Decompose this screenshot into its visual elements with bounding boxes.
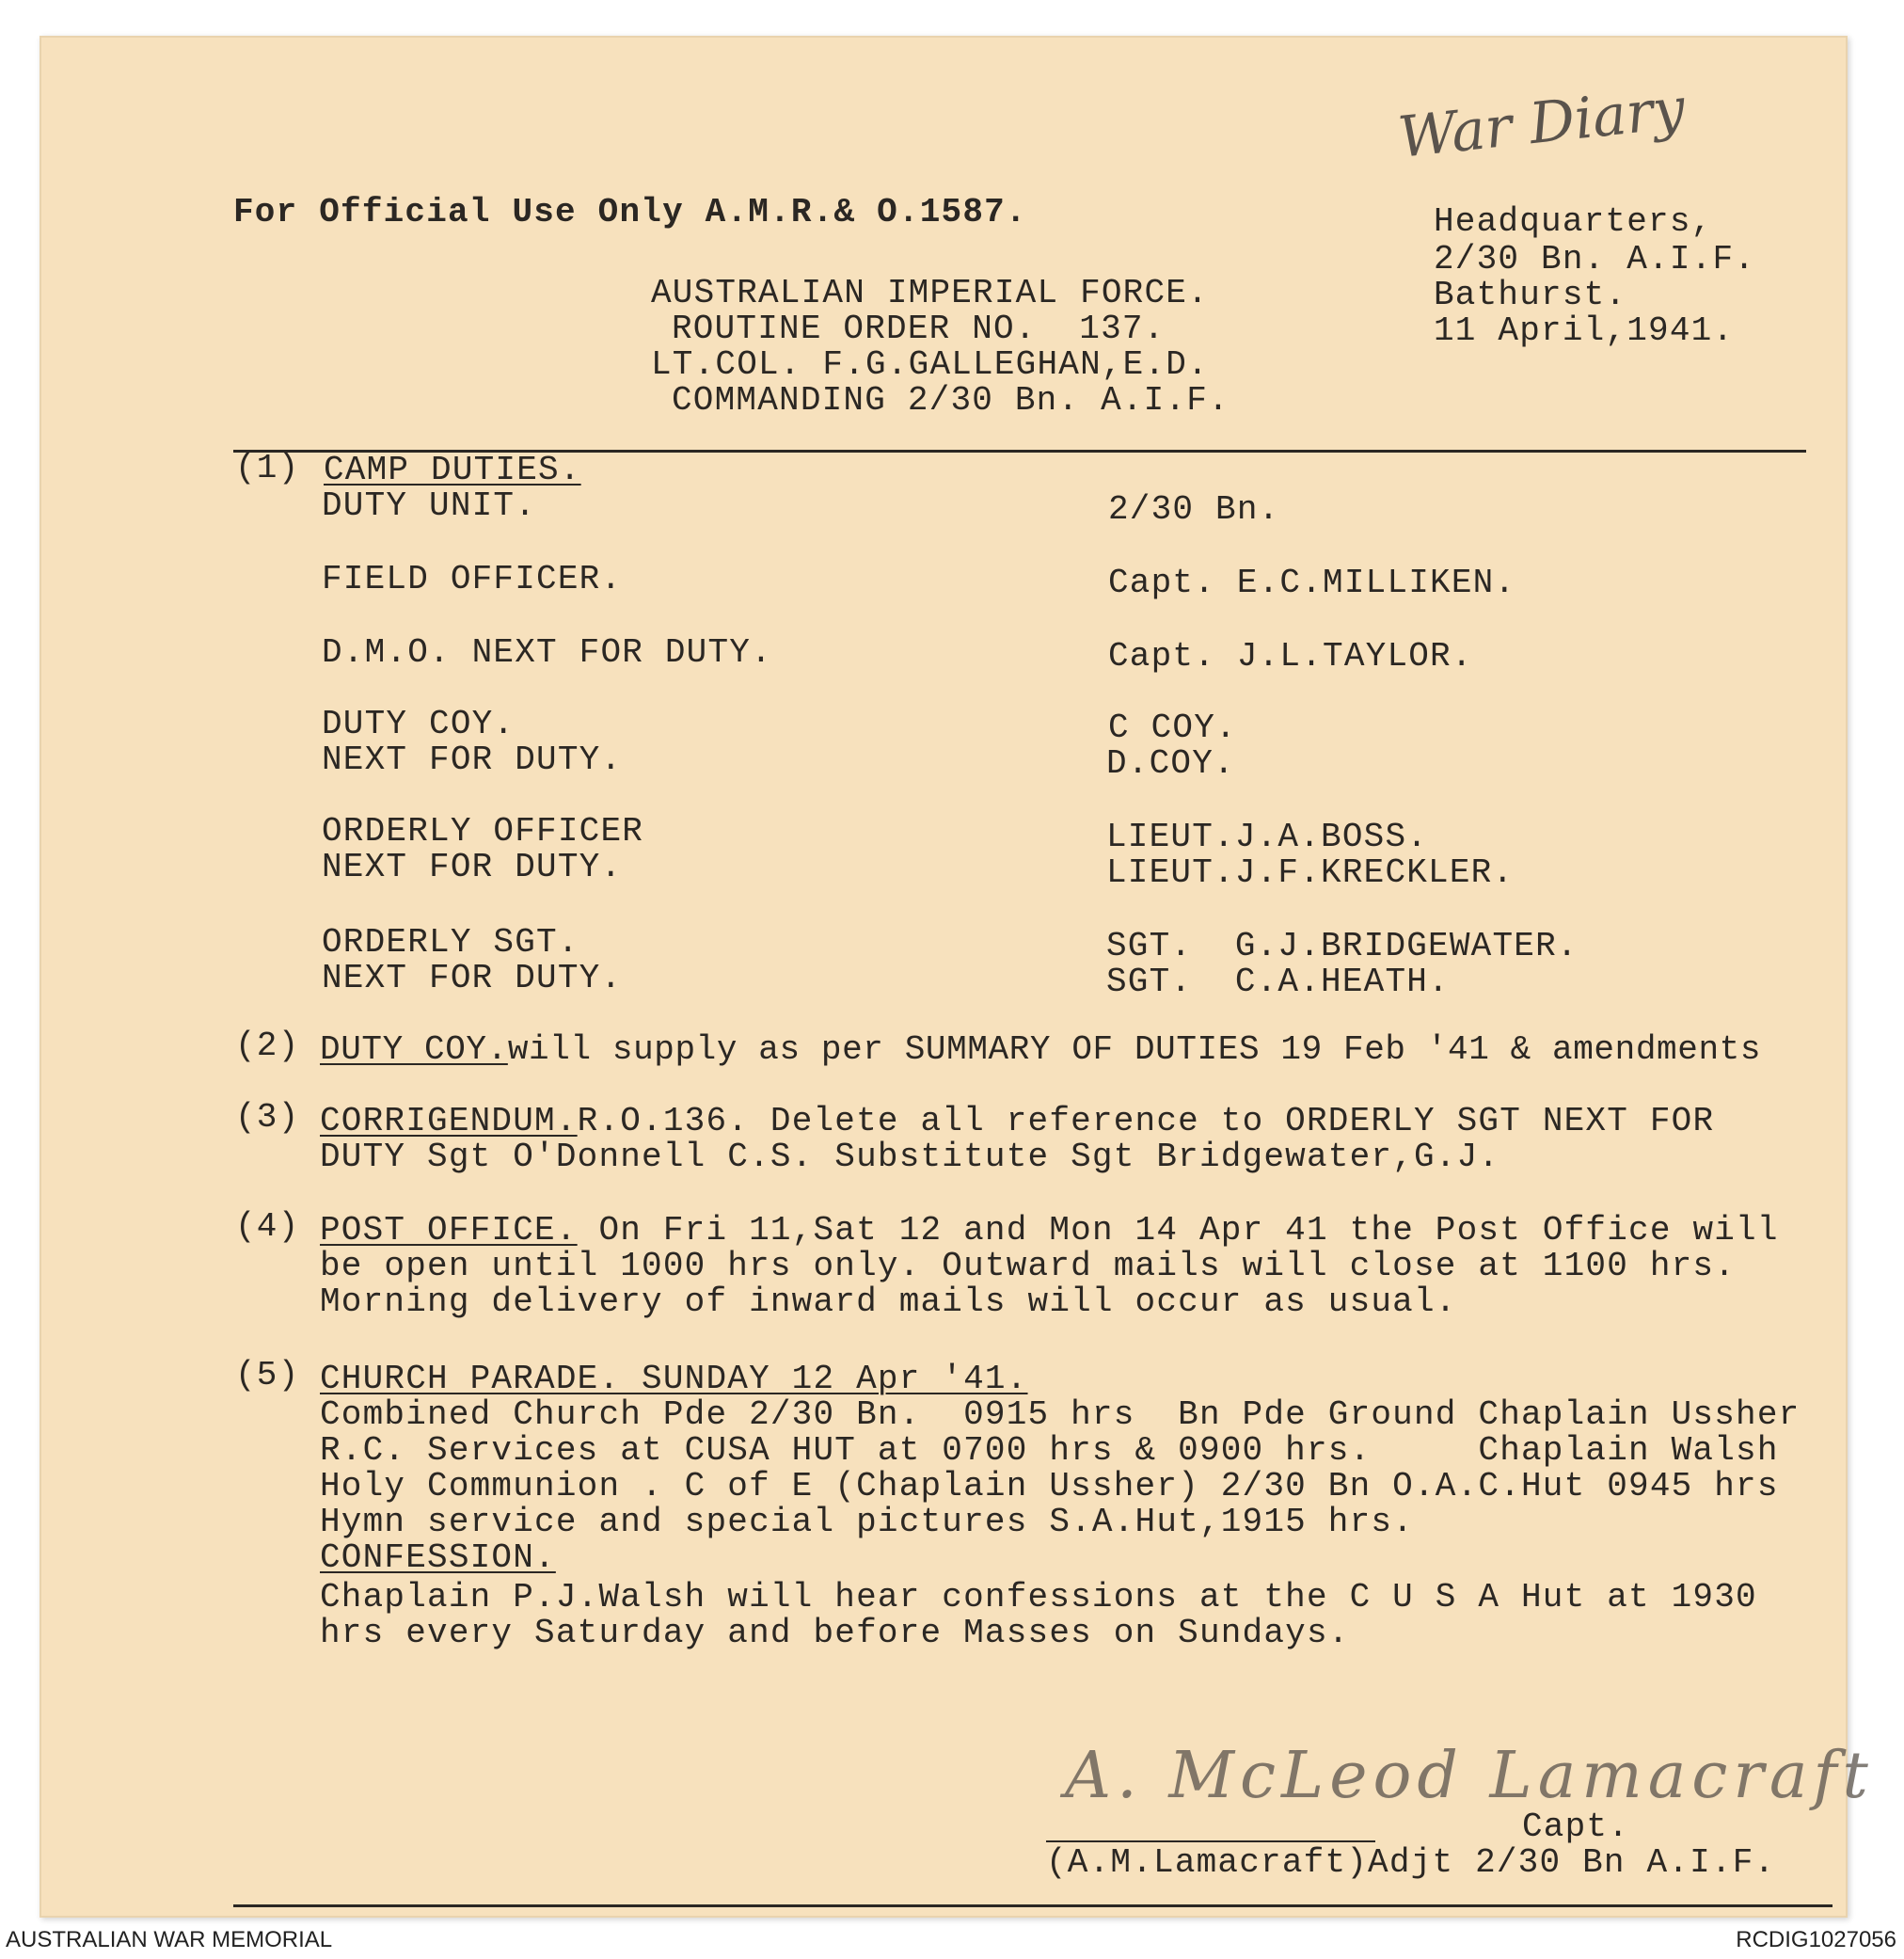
duty-value: SGT. C.A.HEATH. xyxy=(1106,963,1450,1001)
hq-line: 2/30 Bn. A.I.F. xyxy=(1434,240,1756,279)
signature-rank: Capt. xyxy=(1522,1808,1630,1846)
post-office-paragraph xyxy=(320,1212,1779,1250)
commanding-officer: LT.COL. F.G.GALLEGHAN,E.D. xyxy=(651,345,1209,384)
signature-line xyxy=(1046,1840,1375,1842)
duty-label: FIELD OFFICER. xyxy=(322,560,623,598)
footer-divider xyxy=(233,1904,1833,1907)
duty-coy-paragraph xyxy=(320,1031,1761,1069)
post-office-text: On Fri 11,Sat 12 and Mon 14 Apr 41 the Post Office will xyxy=(577,1211,1779,1250)
church-parade-line: R.C. Services at CUSA HUT at 0700 hrs & 0900 hrs. Chaplain Walsh xyxy=(320,1431,1779,1470)
duty-coy-heading: DUTY COY. xyxy=(320,1030,508,1069)
duty-value: SGT. G.J.BRIDGEWATER. xyxy=(1106,927,1579,965)
duty-value: Capt. J.L.TAYLOR. xyxy=(1108,637,1473,676)
duty-value: D.COY. xyxy=(1106,744,1235,783)
camp-duties-heading: CAMP DUTIES. xyxy=(324,451,581,489)
confession-heading: CONFESSION. xyxy=(320,1538,556,1577)
post-office-line: be open until 1000 hrs only. Outward mails will close at 1100 hrs. xyxy=(320,1247,1737,1285)
duty-value: LIEUT.J.F.KRECKLER. xyxy=(1106,853,1515,892)
order-title: AUSTRALIAN IMPERIAL FORCE. xyxy=(651,274,1209,312)
item-number: (4) xyxy=(235,1207,300,1246)
post-office-line: Morning delivery of inward mails will occur as usual. xyxy=(320,1282,1457,1321)
item-number: (2) xyxy=(235,1027,300,1065)
post-office-heading: POST OFFICE. xyxy=(320,1211,578,1250)
commanding-unit: COMMANDING 2/30 Bn. A.I.F. xyxy=(672,381,1230,420)
order-number: ROUTINE ORDER NO. 137. xyxy=(672,310,1166,348)
confession-line: hrs every Saturday and before Masses on Sundays. xyxy=(320,1614,1350,1652)
official-use-line: For Official Use Only A.M.R.& O.1587. xyxy=(233,193,1027,231)
duty-label: DUTY UNIT. xyxy=(322,486,537,525)
item-number: (1) xyxy=(235,449,300,487)
church-parade-line: Holy Communion . C of E (Chaplain Ussher) 2/30 Bn O.A.C.Hut 0945 hrs xyxy=(320,1467,1779,1505)
duty-value: LIEUT.J.A.BOSS. xyxy=(1106,818,1429,856)
corrigendum-text: R.O.136. Delete all reference to ORDERLY SGT NEXT FOR xyxy=(577,1102,1715,1140)
handwritten-war-diary-annotation: War Diary xyxy=(1395,75,1689,171)
archive-reference: RCDIG1027056 xyxy=(1736,1927,1896,1952)
hq-date: 11 April,1941. xyxy=(1434,311,1735,350)
signature-name: (A.M.Lamacraft)Adjt 2/30 Bn A.I.F. xyxy=(1046,1843,1776,1882)
duty-label: NEXT FOR DUTY. xyxy=(322,848,623,886)
hq-line: Headquarters, xyxy=(1434,202,1713,241)
hq-line: Bathurst. xyxy=(1434,276,1627,314)
duty-label: ORDERLY OFFICER xyxy=(322,812,644,851)
duty-label: ORDERLY SGT. xyxy=(322,923,579,962)
duty-label: DUTY COY. xyxy=(322,705,516,743)
duty-label: NEXT FOR DUTY. xyxy=(322,741,623,779)
church-parade-heading: CHURCH PARADE. SUNDAY 12 Apr '41. xyxy=(320,1360,1028,1398)
corrigendum-heading: CORRIGENDUM. xyxy=(320,1102,578,1140)
duty-value: 2/30 Bn. xyxy=(1108,490,1280,529)
duty-value: Capt. E.C.MILLIKEN. xyxy=(1108,564,1516,602)
church-parade-line: Combined Church Pde 2/30 Bn. 0915 hrs Bn Pde Ground Chaplain Ussher xyxy=(320,1395,1801,1434)
document-sheet xyxy=(40,36,1874,1918)
duty-label: D.M.O. NEXT FOR DUTY. xyxy=(322,633,772,672)
duty-value: C COY. xyxy=(1108,709,1237,747)
church-parade-line: Hymn service and special pictures S.A.Hut,1915 hrs. xyxy=(320,1503,1414,1541)
item-number: (3) xyxy=(235,1098,300,1137)
corrigendum-paragraph xyxy=(320,1103,1714,1140)
duty-coy-text: will supply as per SUMMARY OF DUTIES 19 Feb '41 & amendments xyxy=(507,1030,1762,1069)
confession-line: Chaplain P.J.Walsh will hear confessions at the C U S A Hut at 1930 xyxy=(320,1578,1757,1617)
corrigendum-line: DUTY Sgt O'Donnell C.S. Substitute Sgt Bridgewater,G.J. xyxy=(320,1138,1500,1176)
archive-credit: AUSTRALIAN WAR MEMORIAL xyxy=(6,1927,333,1952)
handwritten-signature: A. McLeod Lamacraft xyxy=(1065,1739,1874,1813)
item-number: (5) xyxy=(235,1356,300,1394)
duty-label: NEXT FOR DUTY. xyxy=(322,959,623,997)
